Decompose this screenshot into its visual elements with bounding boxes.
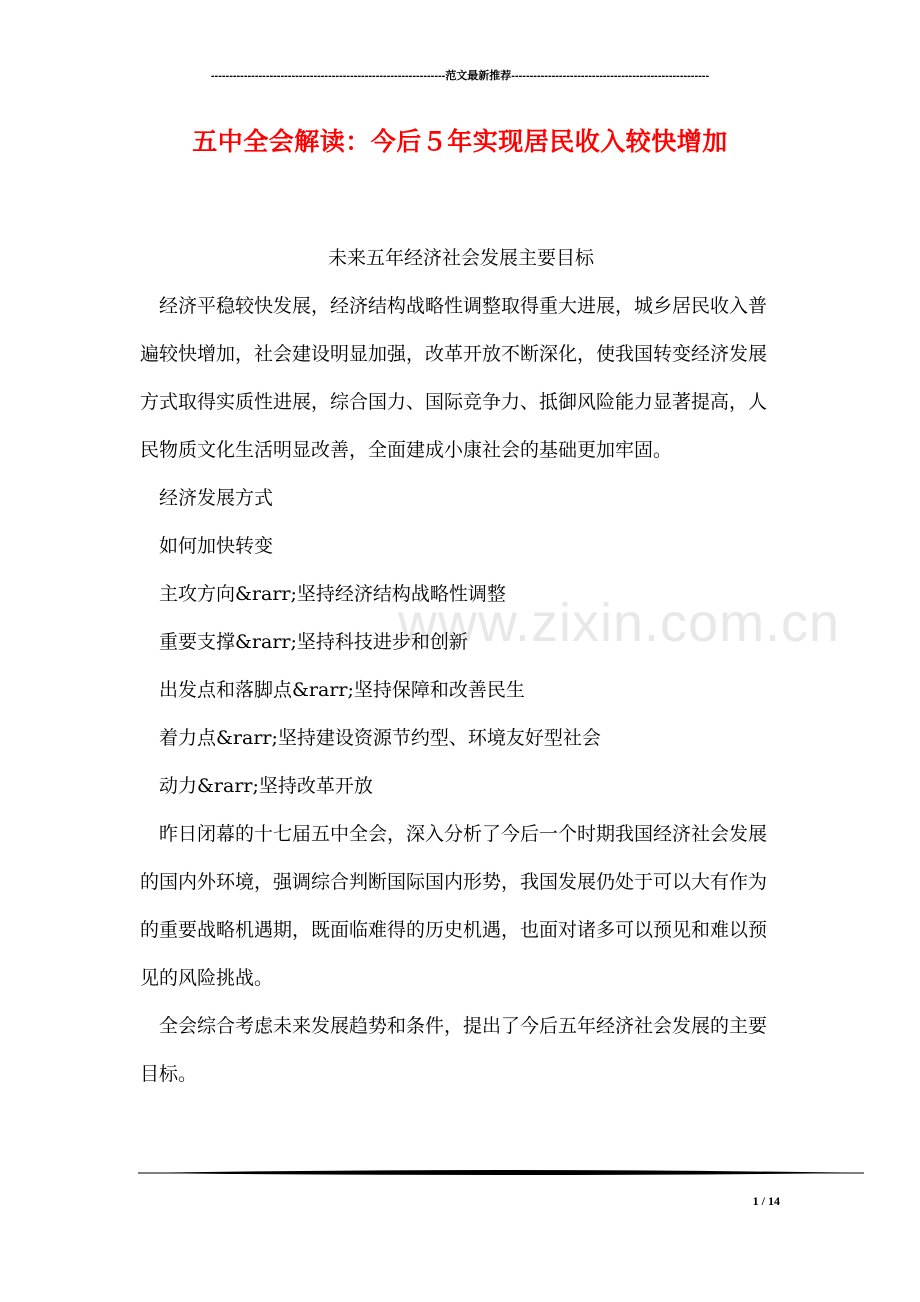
paragraph: 经济平稳较快发展，经济结构战略性调整取得重大进展，城乡居民收入普遍较快增加，社会建设明显加强，改革开放不断深化，使我国转变经济发展方式取得实质性进展，综合国力、国际竞争力、抵御风险能力显著提高，人民物质文化生活明显改善，全面建成小康社会的基础更加牢固。	[140, 295, 768, 461]
list-line: 出发点和落脚点&rarr;坚持保障和改善民生	[159, 679, 525, 701]
list-line: 着力点&rarr;坚持建设资源节约型、环境友好型社会	[159, 727, 601, 749]
paragraph: 昨日闭幕的十七届五中全会，深入分析了今后一个时期我国经济社会发展的国内外环境，强调综合判断国际国内形势，我国发展仍处于可以大有作为的重要战略机遇期，既面临难得的历史机遇，也面对诸多可以预见和难以预见的风险挑战。	[140, 823, 768, 989]
list-line: 主攻方向&rarr;坚持经济结构战略性调整	[159, 583, 506, 605]
list-line: 如何加快转变	[159, 535, 274, 557]
paragraph: 全会综合考虑未来发展趋势和条件，提出了今后五年经济社会发展的主要目标。	[140, 1015, 768, 1085]
list-line: 经济发展方式	[159, 487, 274, 509]
list-line: 重要支撑&rarr;坚持科技进步和创新	[159, 631, 468, 653]
section-subtitle: 未来五年经济社会发展主要目标	[327, 247, 594, 269]
footer-divider	[138, 1165, 864, 1181]
list-line: 动力&rarr;坚持改革开放	[159, 775, 373, 797]
document-title: 五中全会解读：今后５年实现居民收入较快增加	[192, 127, 728, 156]
watermark: www.zixin.com.cn	[398, 593, 841, 653]
page-header: ----------------------------------------------------------------范文最新推荐------------------------------------------------------	[210, 70, 710, 82]
page-number: 1 / 14	[752, 1194, 780, 1208]
document-body	[140, 234, 782, 1098]
